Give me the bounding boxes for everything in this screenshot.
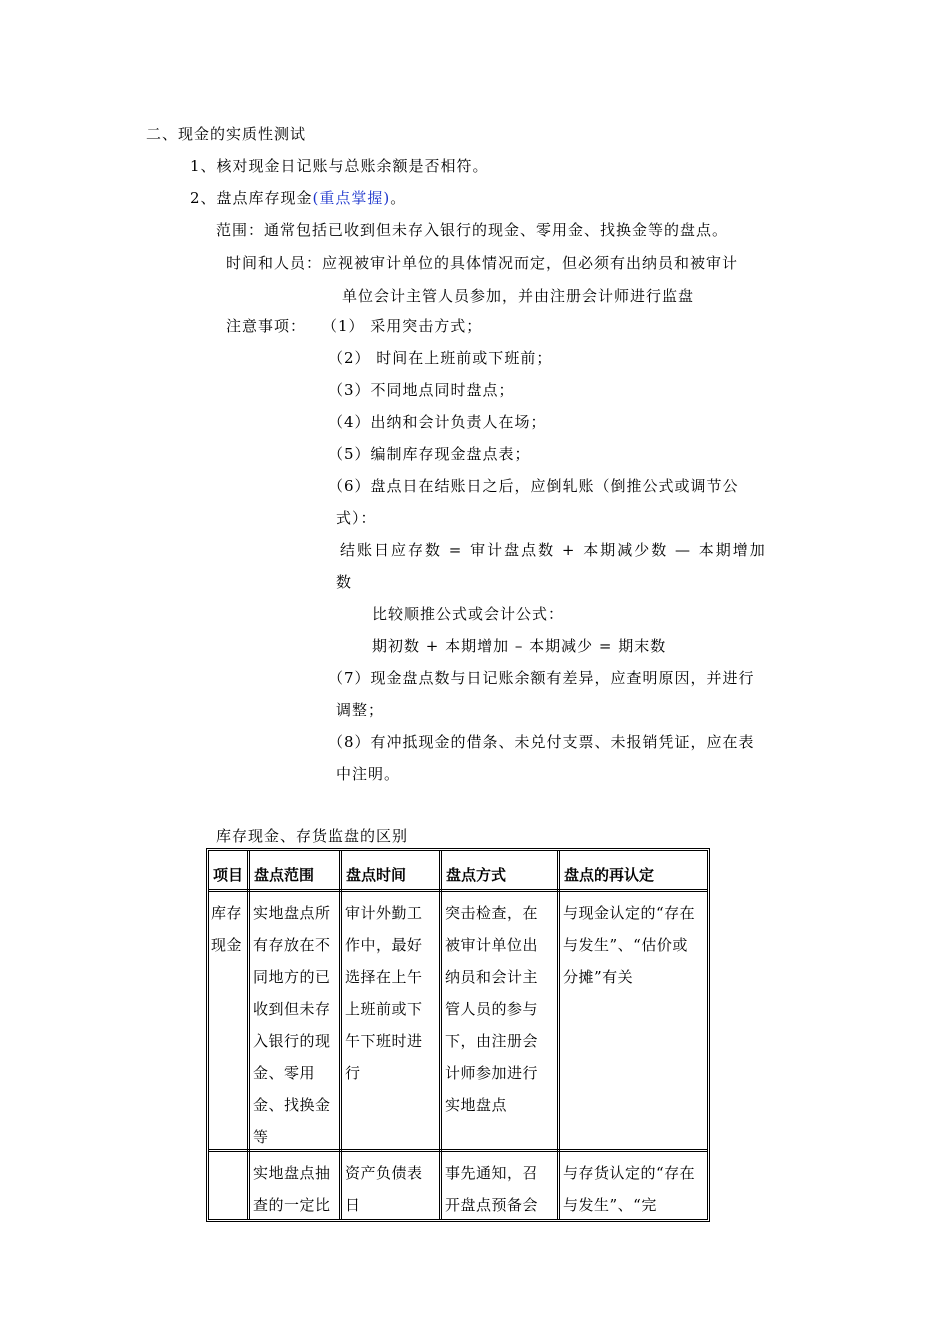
row2-assertion: 与存货认定的“存在与发生”、“完 xyxy=(563,1164,696,1214)
row1-assertion: 与现金认定的“存在与发生”、“估价或分摊”有关 xyxy=(563,904,696,986)
formula-forward-label: 比较顺推公式或会计公式： xyxy=(372,605,565,623)
scope-text: 范围：通常包括已收到但未存入银行的现金、零用金、找换金等的盘点。 xyxy=(216,221,729,239)
column-divider xyxy=(557,851,560,1219)
row2-time: 资产负债表日 xyxy=(345,1164,423,1214)
header-method: 盘点方式 xyxy=(446,866,507,884)
column-divider xyxy=(247,851,250,1219)
note-8: （8）有冲抵现金的借条、未兑付支票、未报销凭证，应在表 xyxy=(328,733,755,751)
row1-time: 审计外勤工作中，最好选择在上午上班前或下午下班时进行 xyxy=(345,904,423,1082)
header-time: 盘点时间 xyxy=(346,866,407,884)
note-5: （5）编制库存现金盘点表； xyxy=(328,445,531,463)
section-heading: 二、现金的实质性测试 xyxy=(146,125,307,143)
note-1: （1） 采用突击方式； xyxy=(322,317,483,335)
item-2-text: 2、盘点库存现金 xyxy=(190,189,313,207)
table-caption: 库存现金、存货监盘的区别 xyxy=(216,827,409,845)
note-2: （2） 时间在上班前或下班前； xyxy=(328,349,553,367)
time-people-line-2: 单位会计主管人员参加，并由注册会计师进行监盘 xyxy=(342,287,695,305)
column-divider xyxy=(439,851,442,1219)
note-8-cont: 中注明。 xyxy=(336,765,401,783)
note-7: （7）现金盘点数与日记账余额有差异，应查明原因，并进行 xyxy=(328,669,755,687)
item-2-emphasis: (重点掌握) xyxy=(312,189,391,207)
row1-method: 突击检查，在被审计单位出纳员和会计主管人员的参与下，由注册会计师参加进行实地盘点 xyxy=(445,904,539,1114)
item-2-suffix: 。 xyxy=(390,189,407,207)
note-4: （4）出纳和会计负责人在场； xyxy=(328,413,547,431)
row2-scope: 实地盘点抽查的一定比 xyxy=(253,1164,331,1214)
formula-forward: 期初数 + 本期增加 – 本期减少 = 期末数 xyxy=(372,637,667,655)
comparison-table xyxy=(206,848,710,1222)
formula-reverse: 结账日应存数 = 审计盘点数 + 本期减少数 — 本期增加 xyxy=(340,541,767,559)
column-divider xyxy=(339,851,342,1219)
time-people-line-1: 时间和人员：应视被审计单位的具体情况而定，但必须有出纳员和被审计 xyxy=(226,254,739,272)
header-item: 项目 xyxy=(213,866,244,884)
row-divider xyxy=(209,889,707,892)
note-6: （6）盘点日在结账日之后，应倒轧账（倒推公式或调节公 xyxy=(328,477,739,495)
header-scope: 盘点范围 xyxy=(254,866,315,884)
header-assertion: 盘点的再认定 xyxy=(564,866,655,884)
note-6-cont: 式）： xyxy=(336,509,377,527)
formula-reverse-cont: 数 xyxy=(336,573,353,591)
note-7-cont: 调整； xyxy=(336,701,385,719)
row1-scope: 实地盘点所有存放在不同地方的已收到但未存入银行的现金、零用金、找换金等 xyxy=(253,904,331,1146)
item-2 xyxy=(190,188,406,208)
item-1: 1、核对现金日记账与总账余额是否相符。 xyxy=(190,157,489,175)
row2-method: 事先通知，召开盘点预备会 xyxy=(445,1164,539,1214)
notes-label: 注意事项： xyxy=(226,317,307,335)
row1-item: 库存现金 xyxy=(211,904,243,954)
note-3: （3）不同地点同时盘点； xyxy=(328,381,515,399)
